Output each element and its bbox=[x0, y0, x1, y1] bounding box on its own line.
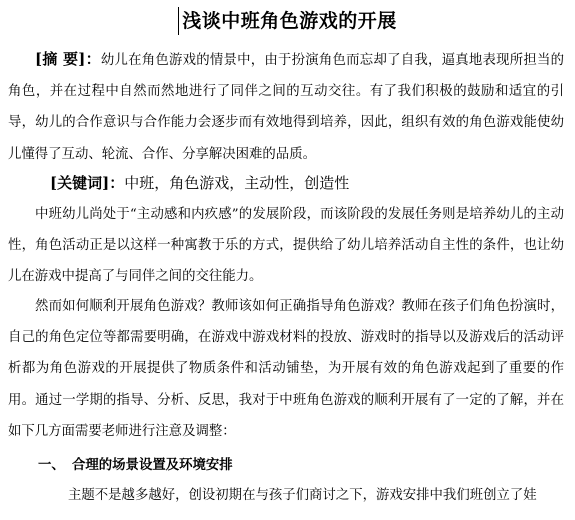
section-paragraph: 主题不是越多越好，创设初期在与孩子们商讨之下，游戏安排中我们班创立了娃 bbox=[68, 488, 537, 503]
body-paragraph-1: 中班幼儿尚处于“主动感和内疚感”的发展阶段，而该阶段的发展任务则是培养幼儿的主动性，角色活动正是以这样一种寓教于乐的方式，提供给了幼儿培养活动自主性的条件，也让幼儿在游戏中提高了与同伴之间的交往能力。 bbox=[8, 207, 564, 285]
title-row bbox=[0, 7, 575, 35]
keywords-paragraph bbox=[8, 168, 564, 198]
body-paragraph-2: 然而如何顺利开展角色游戏？教师该如何正确指导角色游戏？教师在孩子们角色扮演时，自己的角色定位等都需要明确，在游戏中游戏材料的投放、游戏时的指导以及游戏后的活动评析都为角色游戏的开展提供了物质条件和活动铺垫，为开展有效的角色游戏起到了重要的作用。通过一学期的指导、分析、反思，我对于中班角色游戏的顺利开展有了一定的了解，并在如下几方面需要老师进行注意及调整： bbox=[8, 299, 564, 439]
abstract-paragraph bbox=[8, 44, 564, 170]
section-heading bbox=[38, 451, 233, 481]
keywords-text: 中班，角色游戏，主动性，创造性 bbox=[124, 174, 350, 192]
abstract-label: [摘 要]： bbox=[35, 50, 101, 68]
abstract-text: 幼儿在角色游戏的情景中，由于扮演角色而忘却了自我，逼真地表现所担当的角色，并在过程中自然而然地进行了同伴之间的互动交往。有了我们积极的鼓励和适宜的引导，幼儿的合作意识与合作能力会逐步而有效地得到培养，因此，组织有效的角色游戏能使幼儿懂得了互动、轮流、合作、分享解决困难的品质。 bbox=[8, 53, 565, 162]
section-number: 一、 bbox=[38, 458, 65, 473]
document-title: 浅谈中班角色游戏的开展 bbox=[178, 7, 397, 35]
keywords-label: [关键词]： bbox=[50, 174, 125, 192]
section-heading-text: 合理的场景设置及环境安排 bbox=[72, 458, 233, 473]
